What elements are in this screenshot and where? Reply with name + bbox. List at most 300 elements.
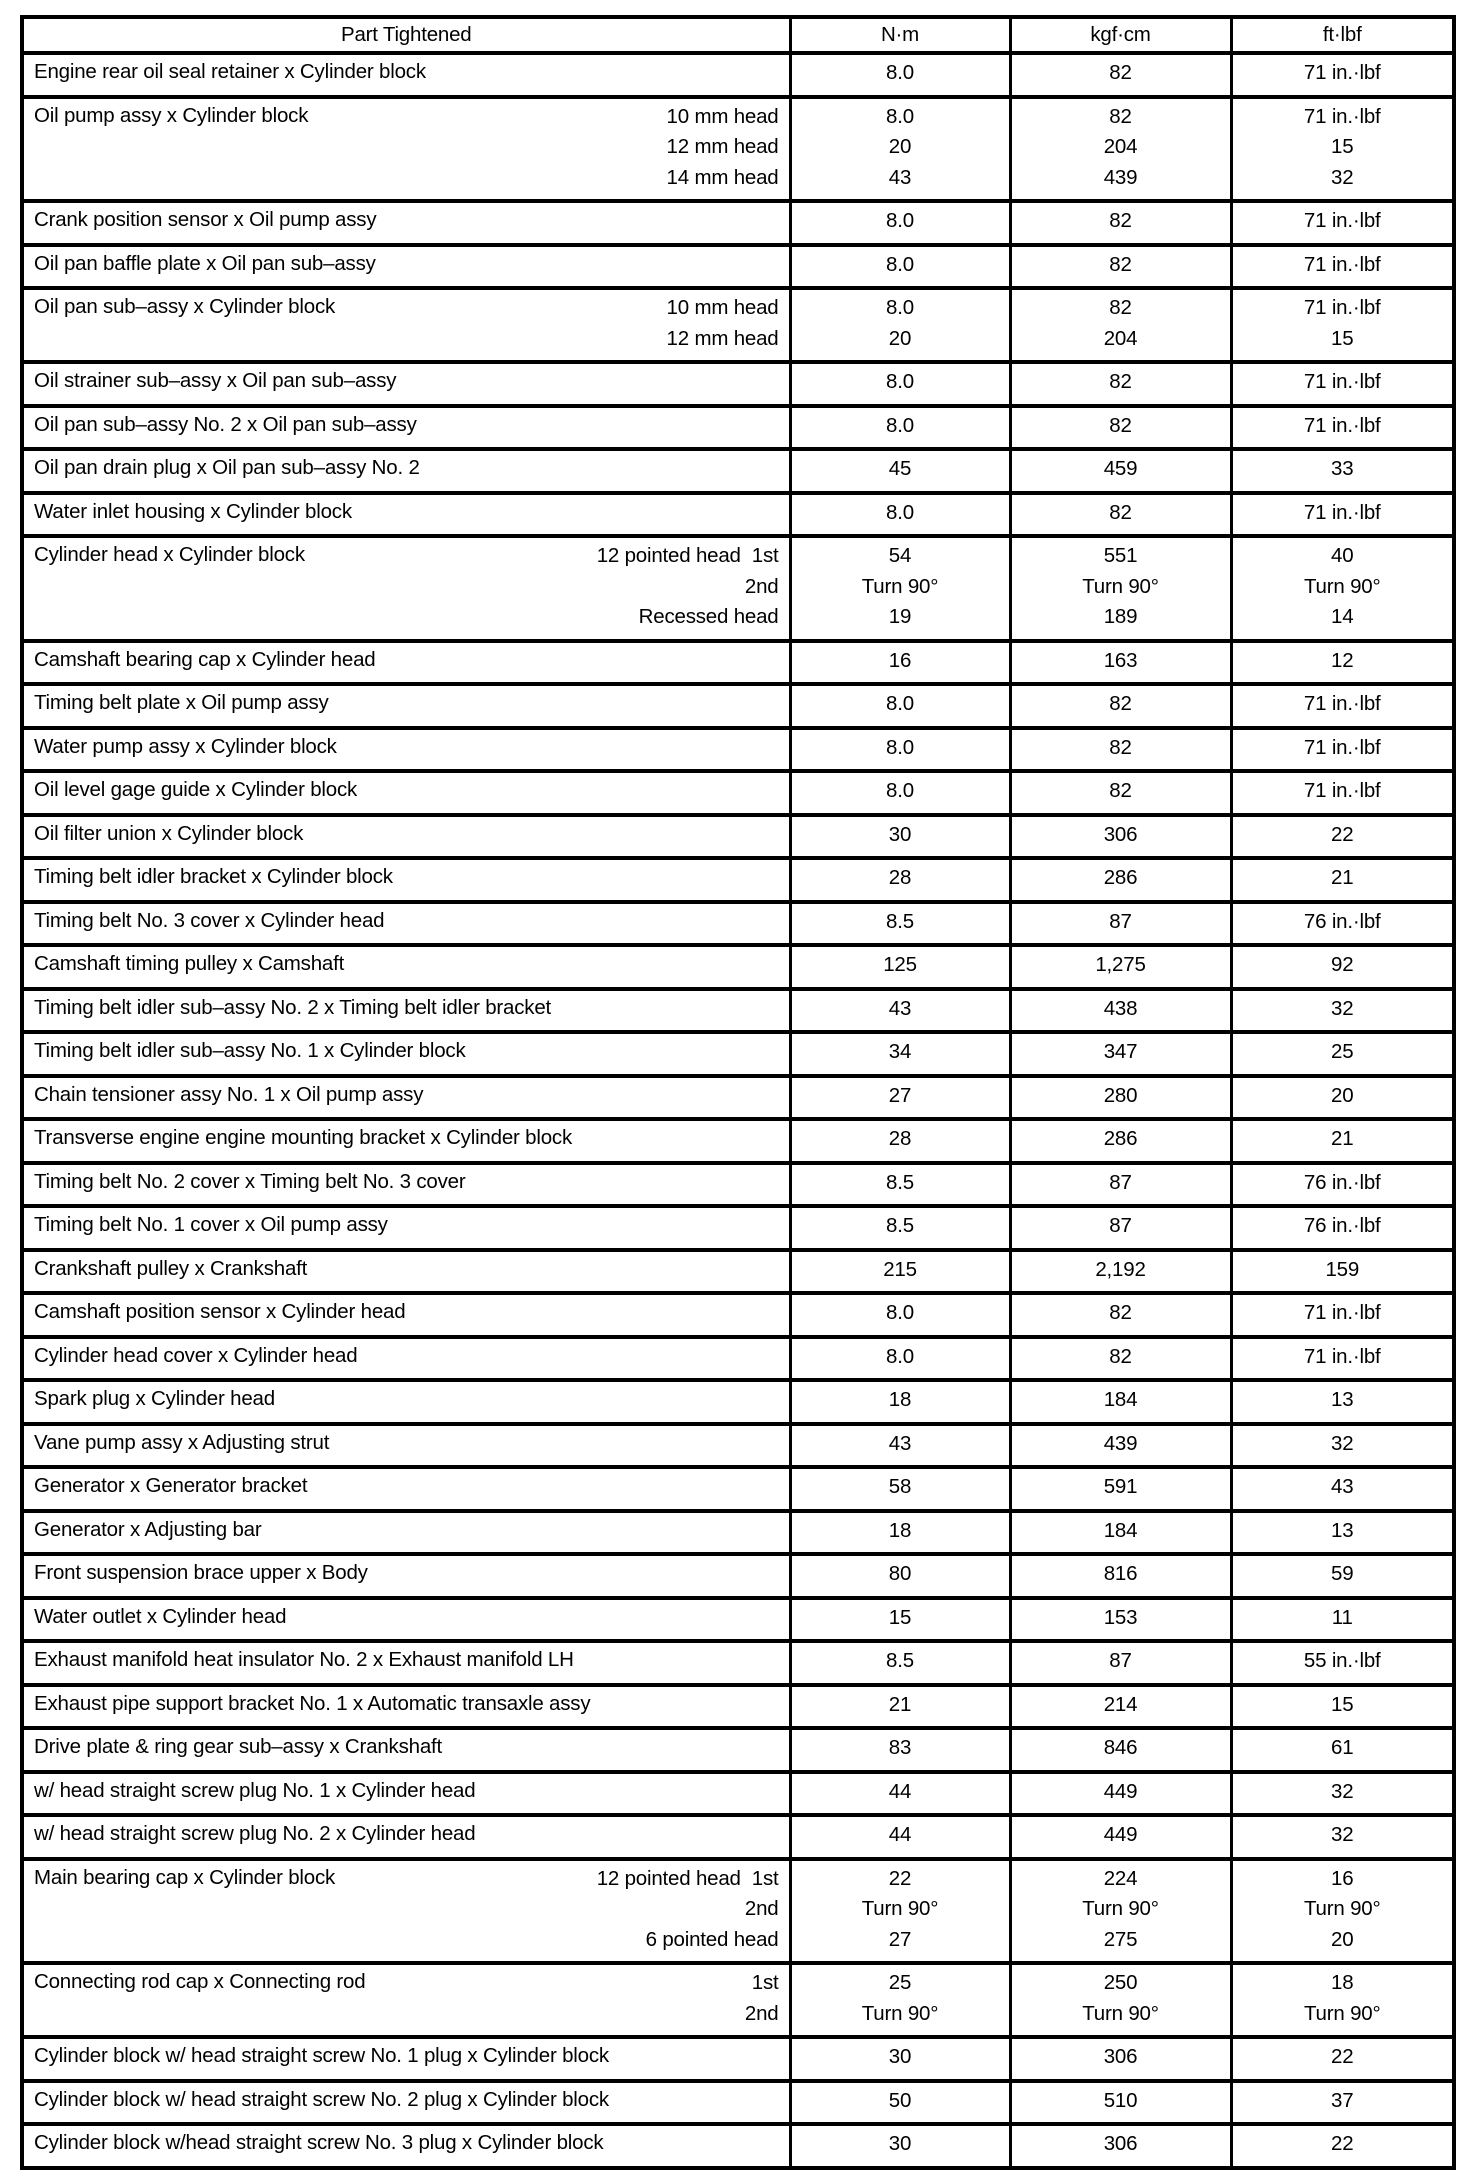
torque-ft-lbf-value: 76 in.·lbf xyxy=(1303,1214,1381,1237)
torque-kgf-cm-cell xyxy=(1010,1772,1231,1816)
torque-nm-value: 8.0 xyxy=(886,1301,914,1324)
torque-kgf-cm-value: 82 xyxy=(1109,209,1132,232)
torque-ft-lbf-cell xyxy=(1231,1641,1454,1685)
torque-nm-value: 8.0 xyxy=(886,413,914,437)
torque-kgf-cm-cell xyxy=(1010,53,1231,97)
part-tightened-cell xyxy=(22,362,790,406)
part-tightened-cell xyxy=(22,1076,790,1120)
part-tightened-cell xyxy=(22,1815,790,1859)
part-tightened-cell xyxy=(22,858,790,902)
torque-kgf-cm-cell xyxy=(1010,493,1231,537)
torque-nm-value: 20 xyxy=(888,135,912,158)
torque-nm-value: 8.0 xyxy=(886,779,914,802)
part-name: Oil strainer sub–assy x Oil pan sub–assy xyxy=(34,369,397,392)
condition-label: 12 mm head xyxy=(666,326,779,350)
torque-ft-lbf-cell xyxy=(1231,1032,1454,1076)
torque-nm-cell xyxy=(790,771,1010,815)
torque-ft-lbf-value: 71 in.·lbf xyxy=(1303,61,1381,84)
torque-nm-value: Turn 90° xyxy=(861,1897,939,1920)
torque-ft-lbf-value: 159 xyxy=(1325,1257,1360,1281)
torque-nm-value: 43 xyxy=(888,1431,912,1455)
torque-nm-cell xyxy=(790,245,1010,289)
part-name: w/ head straight screw plug No. 1 x Cylinder head xyxy=(34,1778,476,1802)
part-tightened-cell xyxy=(22,1163,790,1207)
part-tightened-cell xyxy=(22,536,790,641)
torque-nm-value: 27 xyxy=(888,1927,912,1951)
torque-kgf-cm-cell xyxy=(1010,1685,1231,1729)
part-tightened-cell xyxy=(22,97,790,202)
header-row xyxy=(22,17,1454,53)
torque-kgf-cm-cell xyxy=(1010,771,1231,815)
torque-ft-lbf-value: 71 in.·lbf xyxy=(1303,779,1381,802)
torque-kgf-cm-value: 286 xyxy=(1103,1127,1138,1150)
torque-ft-lbf-cell xyxy=(1231,1293,1454,1337)
table-row xyxy=(22,2081,1454,2125)
table-row xyxy=(22,815,1454,859)
torque-nm-cell xyxy=(790,449,1010,493)
torque-kgf-cm-value: 2,192 xyxy=(1095,1257,1146,1281)
torque-kgf-cm-value: 449 xyxy=(1103,1823,1138,1846)
torque-ft-lbf-cell xyxy=(1231,1424,1454,1468)
torque-nm-value: 30 xyxy=(888,2132,912,2155)
torque-nm-cell xyxy=(790,1032,1010,1076)
table-row xyxy=(22,728,1454,772)
table-row xyxy=(22,858,1454,902)
torque-ft-lbf-cell xyxy=(1231,945,1454,989)
torque-nm-value: 20 xyxy=(888,326,912,350)
part-name: Camshaft bearing cap x Cylinder head xyxy=(34,647,376,671)
header-nm: N·m xyxy=(790,17,1010,53)
part-name: Front suspension brace upper x Body xyxy=(34,1561,368,1584)
torque-ft-lbf-value: 12 xyxy=(1331,648,1354,672)
torque-ft-lbf-cell xyxy=(1231,2124,1454,2168)
torque-kgf-cm-cell xyxy=(1010,2124,1231,2168)
torque-nm-cell xyxy=(790,201,1010,245)
torque-kgf-cm-value: 82 xyxy=(1109,252,1132,276)
torque-ft-lbf-cell xyxy=(1231,1250,1454,1294)
torque-ft-lbf-cell xyxy=(1231,97,1454,202)
torque-ft-lbf-value: 71 in.·lbf xyxy=(1303,370,1381,393)
torque-nm-cell xyxy=(790,1963,1010,2037)
part-tightened-cell xyxy=(22,449,790,493)
torque-ft-lbf-value: 32 xyxy=(1331,996,1354,1020)
torque-nm-value: 8.0 xyxy=(886,252,914,276)
torque-kgf-cm-value: 82 xyxy=(1109,779,1132,802)
torque-kgf-cm-value: Turn 90° xyxy=(1082,1897,1159,1920)
part-name: Timing belt plate x Oil pump assy xyxy=(34,691,329,714)
torque-nm-cell xyxy=(790,641,1010,685)
torque-kgf-cm-cell xyxy=(1010,1598,1231,1642)
torque-nm-cell xyxy=(790,493,1010,537)
part-tightened-cell xyxy=(22,989,790,1033)
torque-kgf-cm-cell xyxy=(1010,1815,1231,1859)
part-name: Crank position sensor x Oil pump assy xyxy=(34,208,377,231)
torque-ft-lbf-value: 15 xyxy=(1331,326,1354,350)
part-tightened-cell xyxy=(22,1467,790,1511)
torque-ft-lbf-cell xyxy=(1231,1076,1454,1120)
part-name: Generator x Generator bracket xyxy=(34,1474,308,1497)
table-row xyxy=(22,945,1454,989)
torque-kgf-cm-cell xyxy=(1010,945,1231,989)
torque-kgf-cm-cell xyxy=(1010,1963,1231,2037)
part-tightened-cell xyxy=(22,1337,790,1381)
table-row xyxy=(22,902,1454,946)
torque-ft-lbf-cell xyxy=(1231,1772,1454,1816)
torque-kgf-cm-value: 82 xyxy=(1109,692,1132,715)
torque-ft-lbf-value: 71 in.·lbf xyxy=(1303,735,1381,759)
torque-nm-cell xyxy=(790,2124,1010,2168)
torque-ft-lbf-value: 55 in.·lbf xyxy=(1303,1649,1381,1672)
torque-ft-lbf-cell xyxy=(1231,1206,1454,1250)
torque-kgf-cm-cell xyxy=(1010,1206,1231,1250)
table-row xyxy=(22,449,1454,493)
torque-ft-lbf-cell xyxy=(1231,245,1454,289)
torque-ft-lbf-value: 32 xyxy=(1331,1823,1354,1846)
torque-kgf-cm-value: 184 xyxy=(1103,1388,1138,1411)
torque-kgf-cm-value: 1,275 xyxy=(1095,953,1146,976)
torque-ft-lbf-cell xyxy=(1231,536,1454,641)
torque-kgf-cm-value: 347 xyxy=(1103,1040,1138,1063)
torque-ft-lbf-value: 71 in.·lbf xyxy=(1303,296,1381,319)
torque-nm-cell xyxy=(790,97,1010,202)
torque-nm-cell xyxy=(790,1076,1010,1120)
torque-kgf-cm-cell xyxy=(1010,406,1231,450)
table-row xyxy=(22,1424,1454,1468)
torque-nm-value: 8.0 xyxy=(886,735,914,759)
torque-ft-lbf-cell xyxy=(1231,815,1454,859)
torque-ft-lbf-value: 76 in.·lbf xyxy=(1303,909,1381,933)
table-row xyxy=(22,1380,1454,1424)
table-row xyxy=(22,1641,1454,1685)
torque-nm-cell xyxy=(790,1511,1010,1555)
torque-nm-cell xyxy=(790,288,1010,362)
part-name: Cylinder block w/ head straight screw No. 2 plug x Cylinder block xyxy=(34,2087,609,2111)
torque-ft-lbf-cell xyxy=(1231,1859,1454,1964)
part-tightened-cell xyxy=(22,1293,790,1337)
torque-ft-lbf-value: 43 xyxy=(1331,1475,1354,1498)
torque-ft-lbf-value: Turn 90° xyxy=(1304,1897,1381,1920)
table-row xyxy=(22,97,1454,202)
torque-kgf-cm-value: 551 xyxy=(1103,544,1138,567)
torque-nm-value: 15 xyxy=(888,1605,912,1629)
torque-kgf-cm-value: 82 xyxy=(1109,61,1132,84)
torque-kgf-cm-value: 306 xyxy=(1103,822,1138,846)
torque-kgf-cm-cell xyxy=(1010,1119,1231,1163)
torque-nm-cell xyxy=(790,1206,1010,1250)
part-tightened-cell xyxy=(22,1554,790,1598)
table-row xyxy=(22,406,1454,450)
torque-nm-cell xyxy=(790,1685,1010,1729)
part-name: Camshaft timing pulley x Camshaft xyxy=(34,952,345,975)
torque-nm-cell xyxy=(790,1728,1010,1772)
torque-nm-cell xyxy=(790,858,1010,902)
condition-label: 10 mm head xyxy=(666,104,779,128)
torque-ft-lbf-cell xyxy=(1231,1380,1454,1424)
part-name: Timing belt No. 2 cover x Timing belt No. 3 cover xyxy=(34,1169,466,1193)
torque-ft-lbf-cell xyxy=(1231,858,1454,902)
torque-nm-cell xyxy=(790,2037,1010,2081)
table-row xyxy=(22,641,1454,685)
torque-kgf-cm-cell xyxy=(1010,815,1231,859)
torque-ft-lbf-value: 22 xyxy=(1331,2132,1354,2155)
torque-nm-value: 30 xyxy=(888,2045,912,2068)
torque-kgf-cm-value: Turn 90° xyxy=(1082,2001,1159,2025)
table-row xyxy=(22,1598,1454,1642)
part-name: Exhaust manifold heat insulator No. 2 x Exhaust manifold LH xyxy=(34,1648,574,1671)
torque-nm-value: 8.0 xyxy=(886,500,914,524)
torque-nm-cell xyxy=(790,728,1010,772)
torque-ft-lbf-value: 92 xyxy=(1331,953,1354,976)
torque-kgf-cm-value: 184 xyxy=(1103,1518,1138,1542)
part-tightened-cell xyxy=(22,2037,790,2081)
torque-kgf-cm-value: 816 xyxy=(1103,1562,1138,1585)
table-row xyxy=(22,53,1454,97)
torque-nm-cell xyxy=(790,902,1010,946)
part-tightened-cell xyxy=(22,2081,790,2125)
torque-ft-lbf-value: 40 xyxy=(1331,544,1354,567)
part-tightened-cell xyxy=(22,945,790,989)
torque-kgf-cm-cell xyxy=(1010,362,1231,406)
table-row xyxy=(22,1293,1454,1337)
torque-kgf-cm-value: 204 xyxy=(1103,326,1138,350)
torque-nm-value: 215 xyxy=(883,1257,917,1281)
torque-nm-value: 58 xyxy=(888,1475,912,1498)
torque-kgf-cm-cell xyxy=(1010,1163,1231,1207)
torque-kgf-cm-value: 87 xyxy=(1109,1214,1132,1237)
torque-kgf-cm-value: 449 xyxy=(1103,1779,1138,1803)
torque-ft-lbf-value: 32 xyxy=(1331,1431,1354,1455)
torque-kgf-cm-value: 82 xyxy=(1109,735,1132,759)
torque-nm-value: 8.5 xyxy=(886,1214,914,1237)
table-row xyxy=(22,1337,1454,1381)
torque-kgf-cm-cell xyxy=(1010,1511,1231,1555)
part-tightened-cell xyxy=(22,1032,790,1076)
torque-kgf-cm-value: 87 xyxy=(1109,1170,1132,1194)
part-name: Crankshaft pulley x Crankshaft xyxy=(34,1256,308,1280)
table-row xyxy=(22,771,1454,815)
torque-ft-lbf-value: 16 xyxy=(1331,1866,1354,1890)
torque-nm-value: 8.0 xyxy=(886,104,914,128)
torque-ft-lbf-value: 71 in.·lbf xyxy=(1303,1301,1381,1324)
torque-ft-lbf-value: 71 in.·lbf xyxy=(1303,252,1381,276)
part-tightened-cell xyxy=(22,1206,790,1250)
table-row xyxy=(22,1076,1454,1120)
torque-nm-cell xyxy=(790,1380,1010,1424)
torque-nm-value: 50 xyxy=(888,2088,912,2112)
part-name: Timing belt No. 3 cover x Cylinder head xyxy=(34,908,385,932)
part-name: Vane pump assy x Adjusting strut xyxy=(34,1430,330,1454)
torque-nm-value: 28 xyxy=(888,1127,912,1150)
part-name: Drive plate & ring gear sub–assy x Crankshaft xyxy=(34,1735,443,1758)
torque-nm-cell xyxy=(790,1163,1010,1207)
torque-ft-lbf-cell xyxy=(1231,1685,1454,1729)
torque-kgf-cm-cell xyxy=(1010,1728,1231,1772)
torque-ft-lbf-value: 22 xyxy=(1331,822,1354,846)
part-tightened-cell xyxy=(22,902,790,946)
torque-kgf-cm-value: 275 xyxy=(1103,1927,1138,1951)
torque-nm-value: 22 xyxy=(888,1866,912,1890)
torque-kgf-cm-cell xyxy=(1010,1076,1231,1120)
torque-ft-lbf-value: 32 xyxy=(1331,165,1354,189)
torque-ft-lbf-cell xyxy=(1231,771,1454,815)
torque-nm-value: 83 xyxy=(888,1736,912,1759)
table-body xyxy=(22,53,1454,2168)
part-tightened-cell xyxy=(22,1641,790,1685)
torque-ft-lbf-value: 59 xyxy=(1331,1562,1354,1585)
torque-kgf-cm-cell xyxy=(1010,449,1231,493)
torque-nm-value: 8.0 xyxy=(886,1344,914,1368)
part-name: Oil pan baffle plate x Oil pan sub–assy xyxy=(34,251,376,275)
torque-ft-lbf-value: 71 in.·lbf xyxy=(1303,500,1381,524)
torque-nm-value: 8.0 xyxy=(886,370,914,393)
torque-ft-lbf-value: 76 in.·lbf xyxy=(1303,1170,1381,1194)
torque-ft-lbf-value: Turn 90° xyxy=(1304,2001,1381,2025)
part-name: Generator x Adjusting bar xyxy=(34,1517,262,1541)
part-tightened-cell xyxy=(22,771,790,815)
torque-nm-value: 8.5 xyxy=(886,1170,914,1194)
part-name: w/ head straight screw plug No. 2 x Cylinder head xyxy=(34,1822,476,1845)
condition-label: 2nd xyxy=(744,574,779,598)
torque-ft-lbf-value: 13 xyxy=(1331,1388,1354,1411)
torque-nm-cell xyxy=(790,53,1010,97)
torque-kgf-cm-value: 306 xyxy=(1103,2045,1138,2068)
torque-ft-lbf-cell xyxy=(1231,1963,1454,2037)
torque-ft-lbf-value: 20 xyxy=(1331,1927,1354,1951)
part-tightened-cell xyxy=(22,201,790,245)
torque-ft-lbf-value: 33 xyxy=(1331,457,1354,480)
torque-ft-lbf-cell xyxy=(1231,902,1454,946)
part-name: Main bearing cap x Cylinder block xyxy=(34,1865,336,1889)
torque-ft-lbf-cell xyxy=(1231,362,1454,406)
part-tightened-cell xyxy=(22,1119,790,1163)
torque-nm-cell xyxy=(790,815,1010,859)
torque-ft-lbf-value: 25 xyxy=(1331,1040,1354,1063)
torque-kgf-cm-cell xyxy=(1010,1337,1231,1381)
torque-ft-lbf-cell xyxy=(1231,1511,1454,1555)
part-name: Connecting rod cap x Connecting rod xyxy=(34,1970,366,1993)
torque-nm-value: 18 xyxy=(888,1388,912,1411)
part-tightened-cell xyxy=(22,288,790,362)
torque-ft-lbf-value: Turn 90° xyxy=(1304,574,1381,598)
part-name: Timing belt idler sub–assy No. 1 x Cylinder block xyxy=(34,1039,466,1062)
table-row xyxy=(22,1728,1454,1772)
torque-kgf-cm-value: 846 xyxy=(1103,1736,1138,1759)
torque-ft-lbf-value: 71 in.·lbf xyxy=(1303,692,1381,715)
part-name: Exhaust pipe support bracket No. 1 x Automatic transaxle assy xyxy=(34,1691,591,1715)
table-row xyxy=(22,989,1454,1033)
torque-kgf-cm-value: 280 xyxy=(1103,1083,1138,1107)
torque-kgf-cm-value: 306 xyxy=(1103,2132,1138,2155)
torque-ft-lbf-cell xyxy=(1231,1467,1454,1511)
torque-kgf-cm-value: 286 xyxy=(1103,866,1138,889)
torque-nm-cell xyxy=(790,406,1010,450)
torque-ft-lbf-value: 15 xyxy=(1331,135,1354,158)
torque-ft-lbf-cell xyxy=(1231,1815,1454,1859)
torque-ft-lbf-value: 71 in.·lbf xyxy=(1303,209,1381,232)
condition-label: 12 mm head xyxy=(666,135,779,158)
torque-nm-value: 44 xyxy=(888,1779,912,1803)
torque-nm-cell xyxy=(790,684,1010,728)
torque-kgf-cm-value: 82 xyxy=(1109,500,1132,524)
torque-kgf-cm-value: 87 xyxy=(1109,1649,1132,1672)
torque-nm-value: 18 xyxy=(888,1518,912,1542)
torque-kgf-cm-cell xyxy=(1010,1424,1231,1468)
part-tightened-cell xyxy=(22,1772,790,1816)
torque-ft-lbf-cell xyxy=(1231,493,1454,537)
torque-kgf-cm-value: 153 xyxy=(1103,1605,1138,1629)
torque-kgf-cm-cell xyxy=(1010,1554,1231,1598)
table-row xyxy=(22,2124,1454,2168)
torque-nm-value: 43 xyxy=(888,165,912,189)
part-tightened-cell xyxy=(22,1859,790,1964)
part-tightened-cell xyxy=(22,815,790,859)
torque-kgf-cm-cell xyxy=(1010,1641,1231,1685)
torque-ft-lbf-value: 71 in.·lbf xyxy=(1303,1344,1381,1368)
torque-nm-value: 8.0 xyxy=(886,209,914,232)
torque-ft-lbf-value: 14 xyxy=(1331,605,1354,628)
torque-nm-value: 43 xyxy=(888,996,912,1020)
table-row xyxy=(22,1467,1454,1511)
condition-label: 12 pointed head 1st xyxy=(596,544,779,567)
torque-nm-cell xyxy=(790,989,1010,1033)
torque-nm-value: 125 xyxy=(883,953,917,976)
part-name: Camshaft position sensor x Cylinder head xyxy=(34,1300,406,1323)
torque-nm-cell xyxy=(790,1119,1010,1163)
torque-ft-lbf-value: 11 xyxy=(1331,1605,1353,1629)
table-row xyxy=(22,245,1454,289)
torque-kgf-cm-value: 224 xyxy=(1103,1866,1138,1890)
table-row xyxy=(22,288,1454,362)
table-row xyxy=(22,1250,1454,1294)
torque-kgf-cm-value: 82 xyxy=(1109,1301,1132,1324)
part-name: Water pump assy x Cylinder block xyxy=(34,734,337,758)
torque-nm-value: 8.0 xyxy=(886,296,914,319)
torque-kgf-cm-cell xyxy=(1010,536,1231,641)
part-name: Cylinder block w/head straight screw No. 3 plug x Cylinder block xyxy=(34,2131,604,2154)
torque-nm-cell xyxy=(790,362,1010,406)
torque-nm-value: 27 xyxy=(888,1083,912,1107)
part-tightened-cell xyxy=(22,53,790,97)
torque-nm-cell xyxy=(790,1815,1010,1859)
torque-nm-cell xyxy=(790,2081,1010,2125)
torque-ft-lbf-value: 21 xyxy=(1331,866,1354,889)
torque-nm-cell xyxy=(790,1859,1010,1964)
torque-ft-lbf-cell xyxy=(1231,641,1454,685)
part-name: Timing belt No. 1 cover x Oil pump assy xyxy=(34,1213,388,1236)
torque-nm-cell xyxy=(790,1250,1010,1294)
table-row xyxy=(22,1511,1454,1555)
torque-ft-lbf-cell xyxy=(1231,201,1454,245)
table-row xyxy=(22,1554,1454,1598)
torque-nm-cell xyxy=(790,1641,1010,1685)
part-name: Cylinder block w/ head straight screw No. 1 plug x Cylinder block xyxy=(34,2044,609,2067)
torque-ft-lbf-cell xyxy=(1231,2037,1454,2081)
table-row xyxy=(22,536,1454,641)
torque-ft-lbf-value: 71 in.·lbf xyxy=(1303,104,1381,128)
torque-kgf-cm-cell xyxy=(1010,1032,1231,1076)
part-name: Spark plug x Cylinder head xyxy=(34,1387,275,1410)
part-tightened-cell xyxy=(22,1963,790,2037)
part-tightened-cell xyxy=(22,1511,790,1555)
torque-ft-lbf-value: 15 xyxy=(1331,1692,1354,1716)
torque-ft-lbf-value: 37 xyxy=(1331,2088,1354,2112)
torque-kgf-cm-value: 87 xyxy=(1109,909,1132,933)
torque-kgf-cm-value: 82 xyxy=(1109,413,1132,437)
torque-nm-value: Turn 90° xyxy=(861,574,939,598)
torque-kgf-cm-value: 438 xyxy=(1103,996,1138,1020)
torque-kgf-cm-value: 189 xyxy=(1103,605,1138,628)
part-name: Oil pan sub–assy x Cylinder block xyxy=(34,295,336,318)
